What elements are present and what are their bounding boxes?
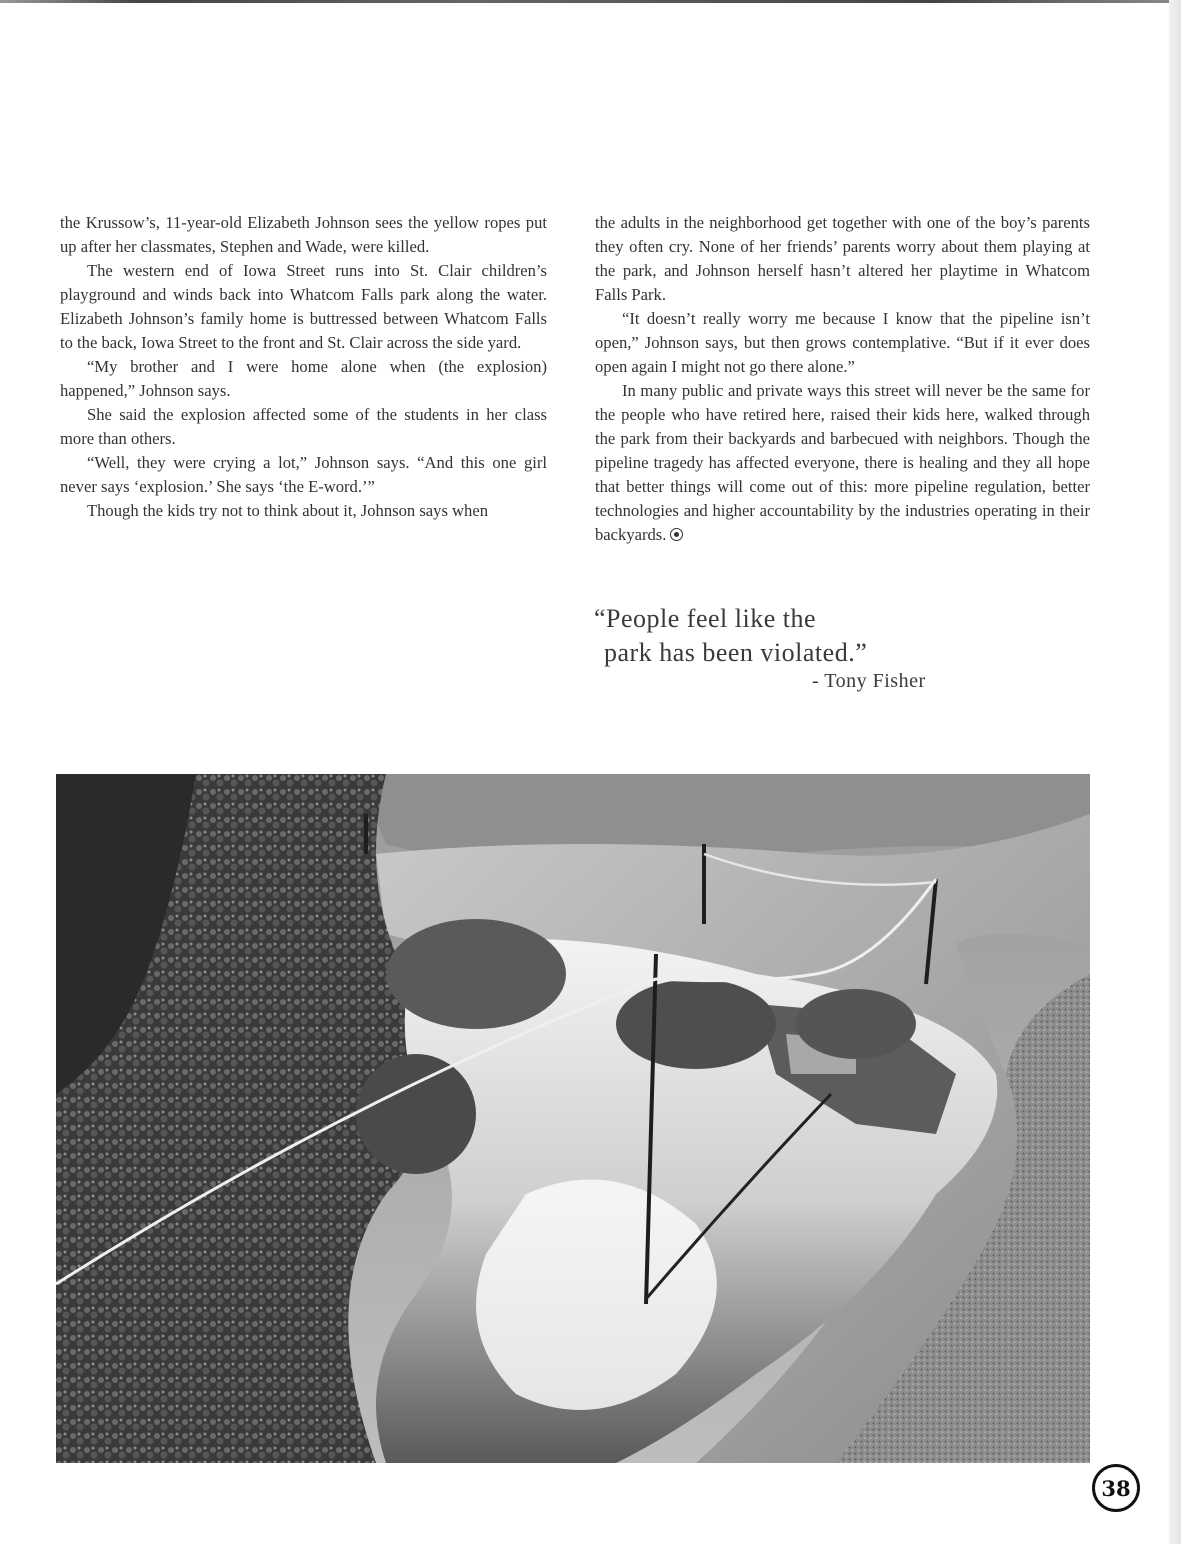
paragraph: Though the kids try not to think about it, Johnson says when (87, 501, 488, 520)
top-rule (0, 0, 1170, 3)
pull-quote-line: “People feel like the (594, 604, 817, 633)
paragraph: the Krussow’s, 11-year-old Elizabeth Johnson sees the yellow ropes put up after her classmates, Stephen and Wade, were killed. (60, 213, 547, 256)
page-number-badge: 38 (1092, 1464, 1140, 1512)
pull-quote-line: park has been violated.” (604, 638, 868, 667)
paragraph: “It doesn’t really worry me because I know that the pipeline isn’t open,” Johnson says, but then grows contemplative. “But if it ever does open again I might not go there alone.” (595, 309, 1090, 376)
pull-quote (594, 602, 954, 670)
paragraph: The western end of Iowa Street runs into St. Clair children’s playground and winds back into Whatcom Falls park along the water. Elizabeth Johnson’s family home is buttressed between Whatcom Falls to the back, Iowa Street to the front and St. Clair across the side yard. (60, 261, 547, 352)
paragraph: She said the explosion affected some of the students in her class more than others. (60, 405, 547, 448)
photo-illustration (56, 774, 1090, 1463)
pull-quote-attribution: - Tony Fisher (812, 670, 926, 692)
circled-dot-icon (670, 528, 683, 541)
paragraph-final (595, 379, 1090, 547)
park-pond-photo (56, 774, 1090, 1463)
article-column-right (595, 211, 1090, 547)
paragraph-text: In many public and private ways this street will never be the same for the people who have retired here, raised their kids here, walked through the park from their backyards and barbecued with neighbors. Though the pipeline tragedy has affected everyone, there is healing and they all hope that better things will come out of this: more pipeline regulation, better technologies and higher accountability by the industries operating in their backyards. (595, 381, 1090, 544)
article-column-left (60, 211, 547, 523)
page-edge (1169, 0, 1181, 1544)
paragraph: “Well, they were crying a lot,” Johnson says. “And this one girl never says ‘explosion.’ She says ‘the E-word.’” (60, 453, 547, 496)
paragraph: “My brother and I were home alone when (the explosion) happened,” Johnson says. (60, 357, 547, 400)
paragraph: the adults in the neighborhood get together with one of the boy’s parents they often cry. None of her friends’ parents worry about them playing at the park, and Johnson herself hasn’t altered her playtime in Whatcom Falls Park. (595, 213, 1090, 304)
